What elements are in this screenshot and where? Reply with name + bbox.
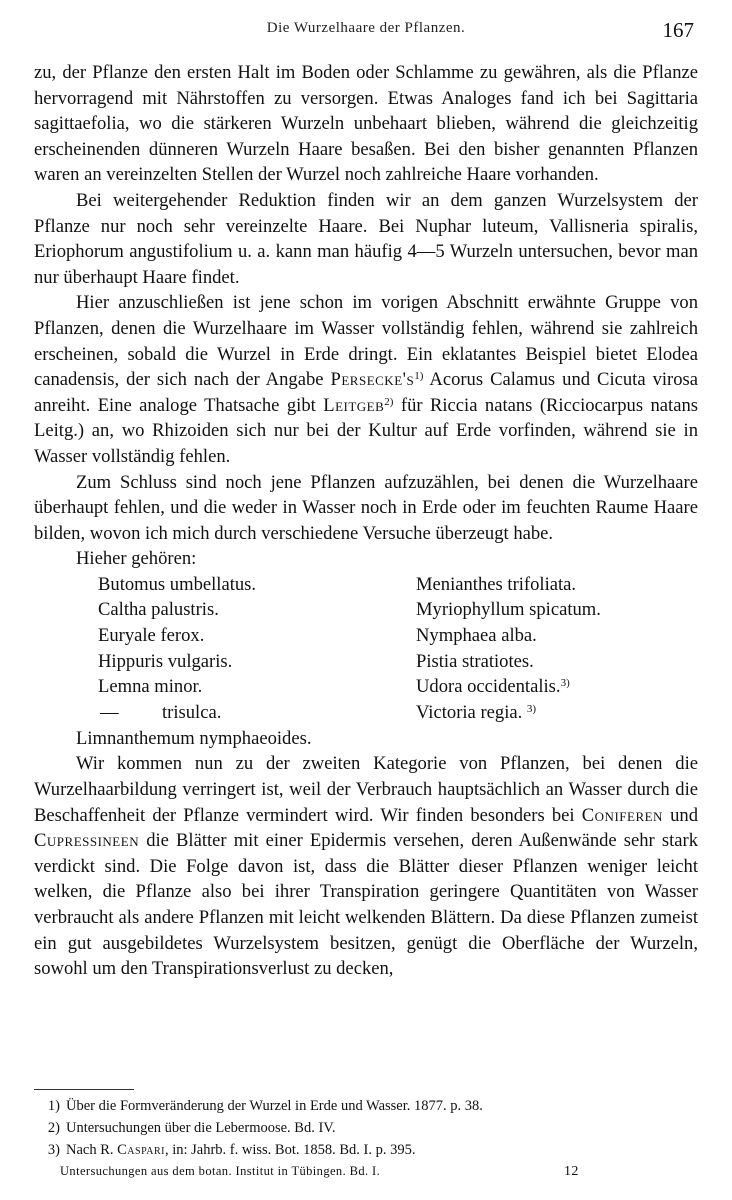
author-name-leitgeb: Leitgeb xyxy=(323,394,385,416)
footnote-number: 3) xyxy=(47,1142,60,1158)
paragraph-7 xyxy=(34,751,698,981)
footnote-text: , in: Jahrb. f. wiss. Bot. 1858. Bd. I. p. 395. xyxy=(164,1142,416,1158)
species-item-text: Victoria regia. xyxy=(416,701,523,723)
footnote-number: 1) xyxy=(47,1098,60,1114)
species-item xyxy=(416,623,601,649)
footnote-text: Über die Formveränderung der Wurzel in Erde und Wasser. 1877. p. 38. xyxy=(66,1098,483,1114)
paragraph-7-text-b: die Blätter mit einer Epidermis versehen, deren Außenwände sehr stark verdickt sind. Die Folge davon ist, dass die Blätter dieser Pflanzen weniger leicht welken, die Pflanze also bei ihrer Transpiration geringere Quantitäten von Wasser verbraucht als andere Pflanzen mit leicht welkenden Blättern. Da diese Pflanzen zumeist ein gut ausgebildetes Wurzelsystem besitzen, genügt die Oberfläche der Wurzeln, sowohl um den Transpirationsverlust zu decken, xyxy=(34,830,698,980)
species-item: Euryale ferox. xyxy=(98,625,205,647)
footnote-number: 2) xyxy=(47,1120,60,1136)
footnotes xyxy=(34,1095,698,1161)
species-item-text: Udora occidentalis. xyxy=(416,676,561,698)
paragraph-1: zu, der Pflanze den ersten Halt im Boden oder Schlamme zu gewähren, als die Pflanze hervorragend mit Nährstoffen zu versorgen. Etwas Analoges fand ich bei Sagittaria sagittaefolia, wo die stärkeren Wurzeln unbehaart blieben, während die gleichzeitig erscheinenden dünneren Wurzeln Haare besaßen. Bei den bisher genannten Pflanzen waren an vereinzelten Stellen der Wurzel noch zahlreiche Haare vorhanden. xyxy=(34,62,698,186)
paragraph-3 xyxy=(34,290,698,469)
footnote-prefix: Nach R. xyxy=(66,1142,114,1158)
paragraph-3-text-c: für Riccia natans (Ricciocarpus natans Leitg.) an, wo Rhizoiden sich nur bei der Kultur auf Erde vorfinden, während sie in Wasser vollständig fehlen. xyxy=(34,394,698,467)
footer-text: Untersuchungen aus dem botan. Institut in Tübingen. Bd. I. xyxy=(60,1164,381,1178)
footnote-ref-3: 3) xyxy=(560,677,570,690)
species-item: Butomus umbellatus. xyxy=(98,573,257,595)
footnote-2 xyxy=(34,1117,698,1139)
species-item xyxy=(416,700,601,726)
footnote-ref-1: 1) xyxy=(414,370,424,383)
paragraph-7-text-a: Wir kommen nun zu der zweiten Kategorie von Pflanzen, bei denen die Wurzelhaarbildung verringert ist, weil der Verbrauch hauptsächlich an Wasser durch die Beschaffenheit der Pflanze vermindert wird. Wir finden besonders bei xyxy=(34,753,698,826)
body-text xyxy=(34,60,698,982)
footnote-ref-3: 3) xyxy=(526,702,537,715)
page-number: 167 xyxy=(662,18,694,42)
species-item: Hippuris vulgaris. xyxy=(98,650,233,672)
author-name-caspari: Caspari xyxy=(117,1142,165,1158)
running-title: Die Wurzelhaare der Pflanzen. xyxy=(266,20,466,36)
page-footer xyxy=(60,1164,660,1184)
species-item xyxy=(416,674,601,700)
footnote-rule xyxy=(34,1089,134,1090)
species-item-text: Myriophyllum spicatum. xyxy=(416,599,601,621)
species-list xyxy=(34,572,698,726)
paragraph-3-text-b: Acorus Calamus und Cicuta virosa anreiht. Eine analoge Thatsache gibt xyxy=(34,369,699,416)
species-item xyxy=(416,597,601,623)
term-cupressineen: Cupressineen xyxy=(34,830,140,852)
species-item: Caltha palustris. xyxy=(98,599,219,621)
term-coniferen: Coniferen xyxy=(581,804,663,826)
species-item xyxy=(416,649,601,675)
paragraph-6: Limnanthemum nymphaeoides. xyxy=(76,727,312,749)
species-item-text: Nymphaea alba. xyxy=(416,625,537,647)
author-name-persecke: Persecke's xyxy=(330,369,415,391)
paragraph-3-text-a: Hier anzuschließen ist jene schon im vorigen Abschnitt erwähnte Gruppe von Pflanzen, denen die Wurzelhaare im Wasser vollständig fehlen, während sie zahlreich erscheinen, sobald die Wurzel in Erde dringt. Ein eklatantes Beispiel bietet Elodea canadensis, der sich nach der Angabe xyxy=(34,292,698,391)
footnote-3 xyxy=(34,1139,698,1161)
species-item-text: Pistia stratiotes. xyxy=(416,650,534,672)
species-column-left xyxy=(98,572,256,726)
page-header xyxy=(34,18,698,48)
footnote-text: Untersuchungen über die Lebermoose. Bd. IV. xyxy=(66,1120,336,1136)
paragraph-4: Zum Schluss sind noch jene Pflanzen aufzuzählen, bei denen die Wurzelhaare überhaupt fehlen, und die weder in Wasser noch in Erde oder im feuchten Raume Haare bilden, wovon ich mich durch verschiedene Versuche überzeugt habe. xyxy=(34,471,698,544)
paragraph-2: Bei weitergehender Reduktion finden wir an dem ganzen Wurzelsystem der Pflanze nur noch sehr vereinzelte Haare. Bei Nuphar luteum, Vallisneria spiralis, Eriophorum angustifolium u. a. kann man häufig 4—5 Wurzeln untersuchen, bevor man nur überhaupt Haare findet. xyxy=(34,189,698,288)
signature-mark: 12 xyxy=(564,1164,579,1179)
paragraph-7-text-mid: und xyxy=(670,804,698,826)
species-item xyxy=(416,572,601,598)
species-item: Lemna minor. xyxy=(98,676,203,698)
ditto-dash: — xyxy=(100,701,119,723)
species-item-trisulca xyxy=(98,700,256,726)
paragraph-5: Hieher gehören: xyxy=(76,548,197,570)
footnote-ref-2: 2) xyxy=(384,395,394,408)
species-column-right xyxy=(416,572,601,726)
footnote-1 xyxy=(34,1095,698,1117)
species-item-text: Menianthes trifoliata. xyxy=(416,573,577,595)
species-item-text: trisulca. xyxy=(162,701,222,723)
